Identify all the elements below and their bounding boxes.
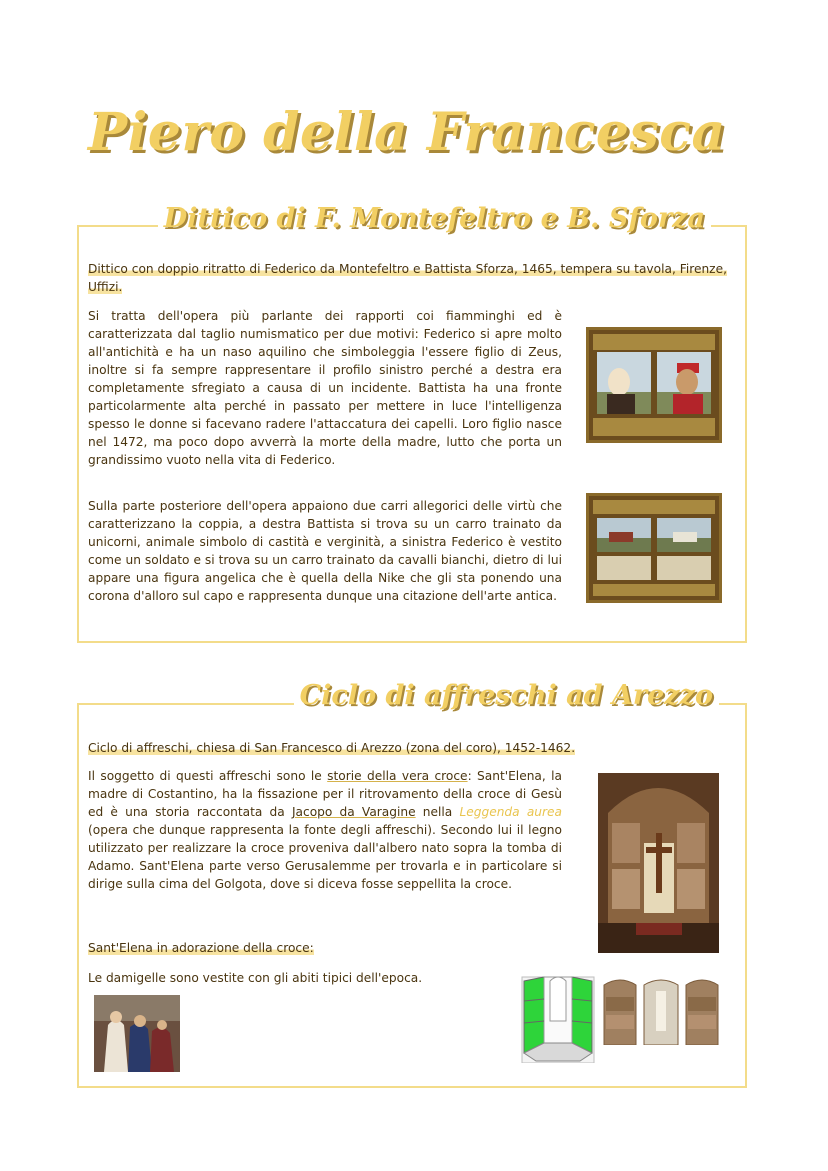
jacopo-da-varagine-text: Jacopo da Varagine [291, 805, 416, 819]
arezzo-subheading [88, 939, 562, 957]
section-arezzo [77, 680, 747, 1088]
arezzo-paragraph-part-d: (opera che dunque rappresenta la fonte degli affreschi). Secondo lui il legno utilizzato per realizzare la croce proveniva dall'albero nato sopra la tomba di Adamo. Sant'Elena parte verso Gerusalemme per trovarla e in particolare si dirige sulla cima del Golgota, dove si diceva fosse seppellita la croce. [88, 823, 562, 891]
diptych-paragraph-2: Sulla parte posteriore dell'opera appaiono due carri allegorici delle virtù che caratterizzano la coppia, a destra Battista si trova su un carro trainato da unicorni, animale simbolo di castità e verginità, a sinistra Federico è vestito come un soldato e si trova su un carro trainato da cavalli bianchi, dietro di lui appare una figura angelica che è quella della Nike che gli sta ponendo una corona d'alloro sul capo e rappresenta dunque una citazione dell'arte antica. [88, 499, 562, 603]
leggenda-aurea-text: Leggenda aurea [459, 805, 562, 819]
arezzo-paragraph [88, 767, 562, 893]
arezzo-subheading-text: Sant'Elena in adorazione della croce: [88, 941, 314, 955]
sant-elena-image [94, 995, 180, 1072]
arezzo-choir-image [598, 773, 719, 953]
arezzo-caption-text: Ciclo di affreschi, chiesa di San Francesco di Arezzo (zona del coro), 1452-1462. [88, 741, 576, 755]
diptych-paragraph-1: Si tratta dell'opera più parlante dei rapporti coi fiamminghi ed è caratterizzata dal taglio numismatico per due motivi: Federico si apre molto all'antichità e ha un naso aquilino che simboleggia l'essere figlio di Zeus, inoltre si fa sempre rappresentare il profilo sinistro perché a destra era completamente sfregiato a causa di un incidente. Battista ha una fronte particolarmente alta perché in passato per mettere in luce l'intelligenza spesso le donne si facevano radere l'attaccatura dei capelli. Loro figlio nasce nel 1472, ma poco dopo avverrà la morte della madre, lutto che porta un grandissimo vuoto nella vita di Federico. [88, 309, 562, 467]
section-diptych [77, 203, 747, 643]
diptych-caption-text: Dittico con doppio ritratto di Federico da Montefeltro e Battista Sforza, 1465, tempera su tavola, Firenze, Uffizi. [88, 262, 727, 294]
section-diptych-heading: Dittico di F. Montefeltro e B. Sforza [158, 203, 711, 234]
fresco-panels-image [602, 975, 720, 1045]
arezzo-paragraph-part-c: nella [415, 805, 460, 819]
arezzo-caption [88, 739, 728, 757]
true-cross-stories-text: storie della vera croce [327, 769, 468, 783]
page-title: Piero della Francesca [88, 102, 726, 163]
chapel-diagram [520, 971, 596, 1063]
arezzo-paragraph-part-a: Il soggetto di questi affreschi sono le [88, 769, 328, 783]
diptych-caption [88, 260, 728, 296]
section-arezzo-heading: Ciclo di affreschi ad Arezzo [294, 680, 719, 711]
arezzo-paragraph-part-b: : Sant'Elena, la madre di Costantino, ha la fissazione per il ritrovamento della croce di Gesù ed è una storia raccontata da [88, 769, 562, 819]
arezzo-note: Le damigelle sono vestite con gli abiti tipici dell'epoca. [88, 971, 423, 985]
diptych-front-image [586, 327, 722, 443]
diptych-back-image [586, 493, 722, 603]
